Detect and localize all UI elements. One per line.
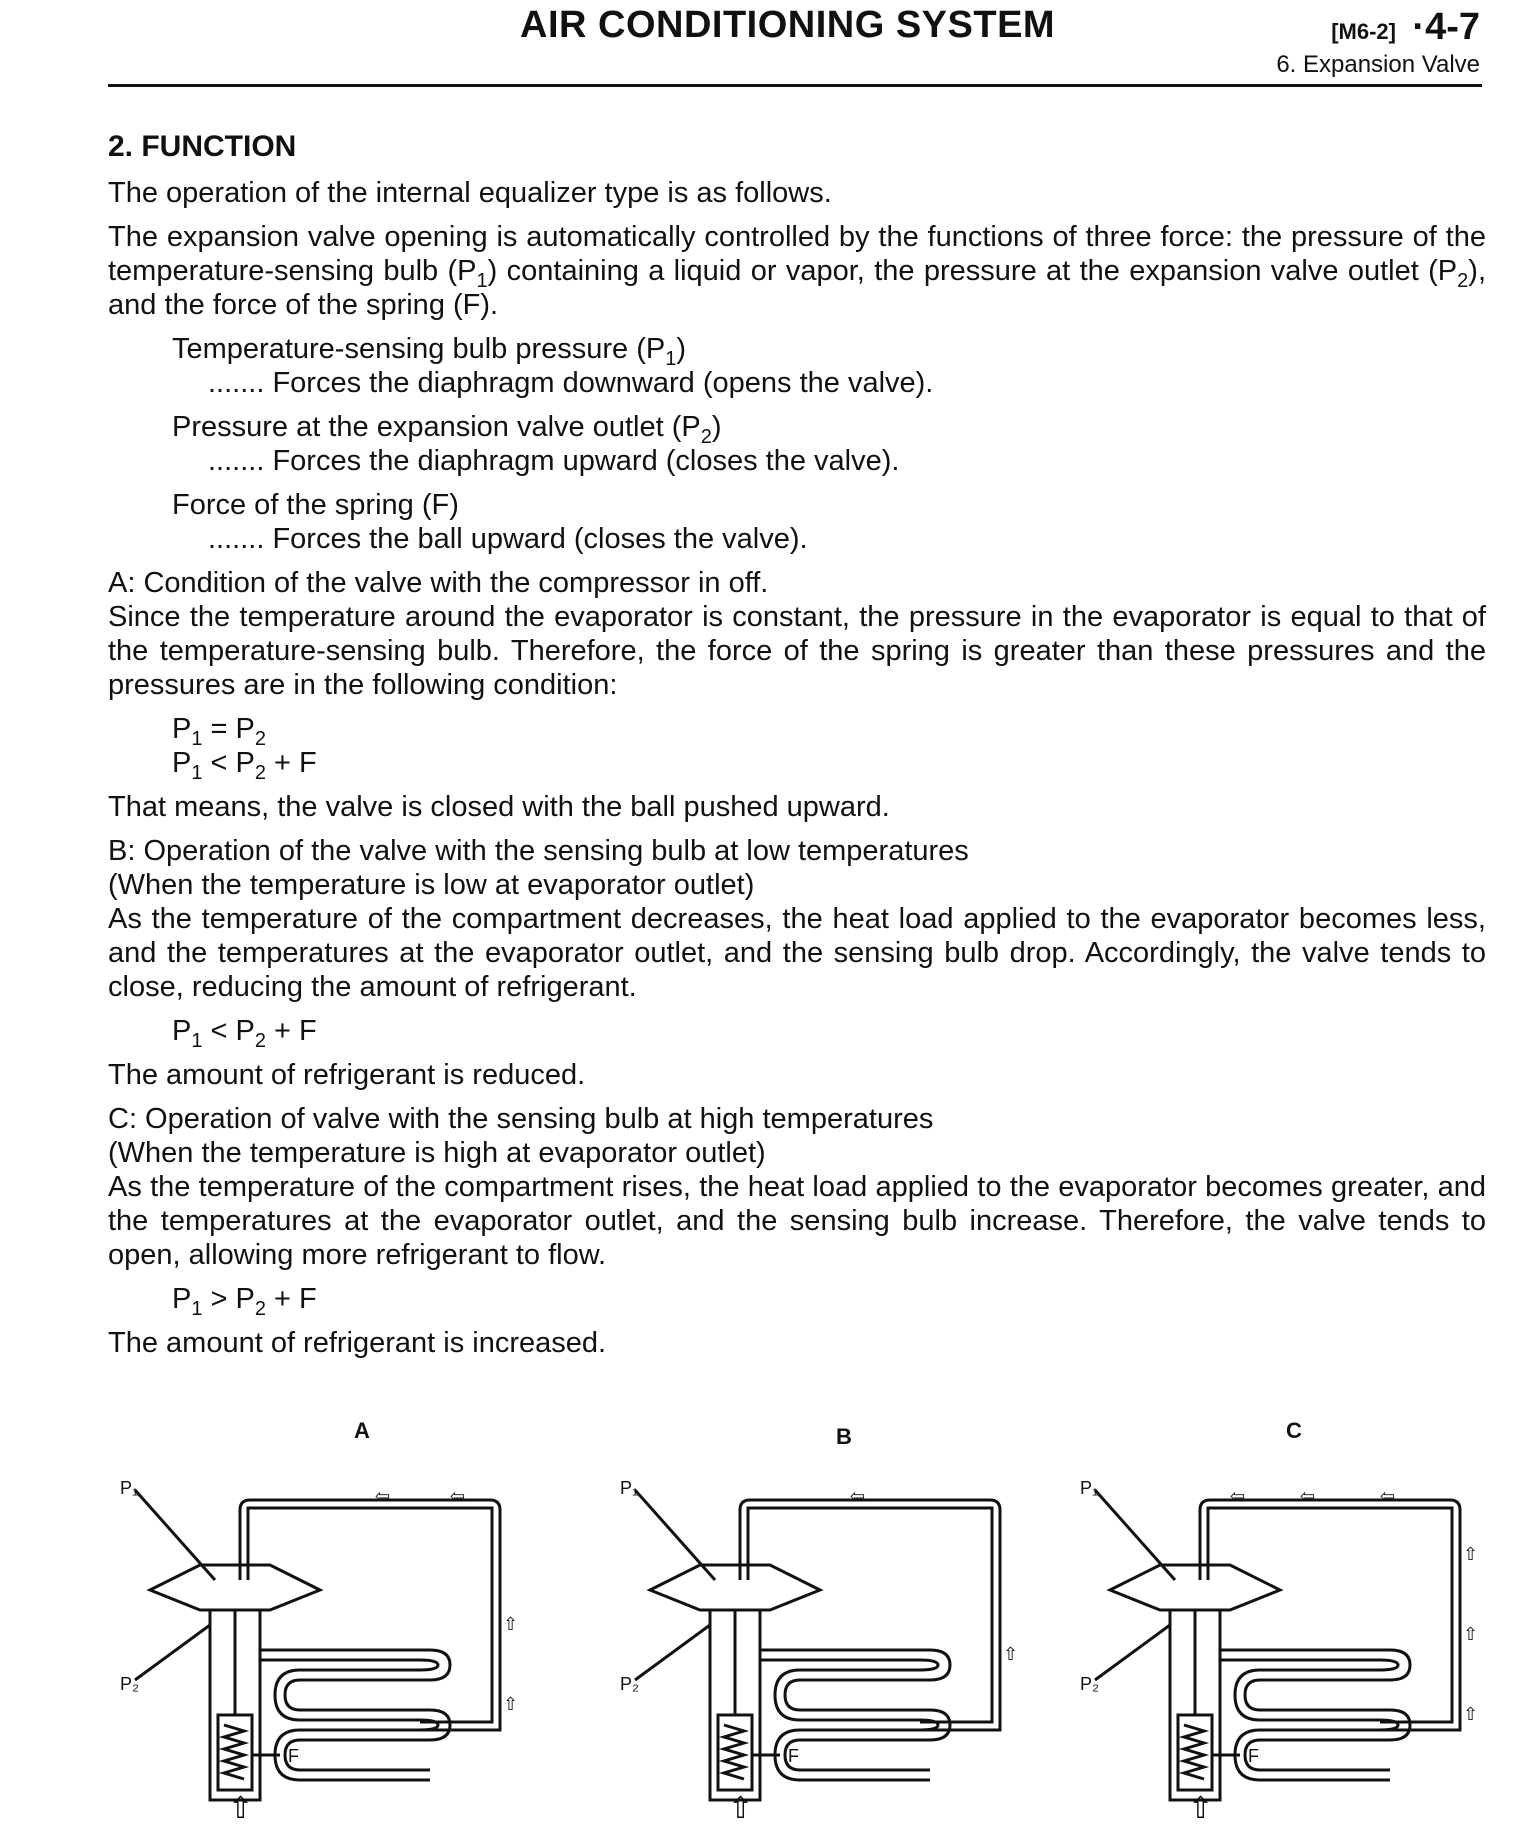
def1-desc: ....... Forces the diaphragm downward (opens the valve). xyxy=(208,367,934,399)
svg-text:⇦: ⇦ xyxy=(1230,1486,1246,1506)
content xyxy=(108,130,1486,1360)
svg-text:⇧: ⇧ xyxy=(1463,1544,1479,1564)
a-result: That means, the valve is closed with the ball pushed upward. xyxy=(108,791,890,823)
c-text: As the temperature of the compartment rises, the heat load applied to the evaporator becomes greater, and the temperatures at the evaporator outlet, and the sensing bulb increase. Therefore, the valve tends to open, allowing more refrigerant to flow. xyxy=(108,1171,1486,1271)
f-label-c: F xyxy=(1248,1746,1259,1766)
svg-text:⇧: ⇧ xyxy=(1463,1704,1479,1724)
c-title: C: Operation of valve with the sensing bulb at high temperatures xyxy=(108,1103,934,1135)
figure-label-c: C xyxy=(1286,1418,1302,1443)
c-sub: (When the temperature is high at evaporator outlet) xyxy=(108,1137,766,1169)
p1-label-a: P₁ xyxy=(120,1480,139,1498)
paragraph-1: The expansion valve opening is automatically controlled by the functions of three force: the pressure of the temperature-sensing bulb $(P_1)$ containing a liquid or vapor, the pressure at the expansion valve outlet $(P_2)$, and the force of the spring (F). xyxy=(108,221,1486,321)
valve-diagram-a xyxy=(120,1480,520,1820)
svg-text:⇧: ⇧ xyxy=(1188,1792,1214,1820)
def1-term: Temperature-sensing bulb pressure $(P_1)$ xyxy=(172,333,687,370)
a-formula-1: $P_1 = P_2$ xyxy=(172,713,266,750)
def3-desc: ....... Forces the ball upward (closes the valve). xyxy=(208,523,808,555)
p2-label-a: P₂ xyxy=(120,1674,139,1694)
svg-text:⇧: ⇧ xyxy=(1003,1644,1019,1664)
figure-label-b: B xyxy=(836,1424,852,1449)
b-result: The amount of refrigerant is reduced. xyxy=(108,1059,586,1091)
b-formula: $P_1 < P_2 + F$ xyxy=(172,1015,317,1052)
p2-label-c: P₂ xyxy=(1080,1674,1099,1694)
section-heading: 2. FUNCTION xyxy=(108,130,297,163)
def2-desc: ....... Forces the diaphragm upward (closes the valve). xyxy=(208,445,900,477)
b-title: B: Operation of the valve with the sensing bulb at low temperatures xyxy=(108,835,969,867)
svg-text:⇦: ⇦ xyxy=(450,1486,466,1506)
c-formula: $P_1 > P_2 + F$ xyxy=(172,1283,317,1320)
section-code: [M6-2] xyxy=(1331,19,1396,44)
b-text: As the temperature of the compartment decreases, the heat load applied to the evaporator becomes less, and the temperatures at the evaporator outlet, and the sensing bulb drop. Accordingly, the valve tends to close, reducing the amount of refrigerant. xyxy=(108,903,1486,1003)
svg-text:⇧: ⇧ xyxy=(228,1792,254,1820)
page-title: AIR CONDITIONING SYSTEM xyxy=(520,4,1056,46)
def2-term: Pressure at the expansion valve outlet $(P_2)$ xyxy=(172,411,722,448)
a-title: A: Condition of the valve with the compressor in off. xyxy=(108,567,769,599)
valve-diagram-c xyxy=(1080,1480,1480,1820)
svg-text:⇧: ⇧ xyxy=(728,1792,754,1820)
b-sub: (When the temperature is low at evaporator outlet) xyxy=(108,869,755,901)
intro-text: The operation of the internal equalizer type is as follows. xyxy=(108,177,832,209)
svg-text:⇧: ⇧ xyxy=(1463,1624,1479,1644)
valve-diagram-b xyxy=(620,1480,1020,1820)
svg-text:⇧: ⇧ xyxy=(503,1694,519,1714)
def3-term: Force of the spring (F) xyxy=(172,489,459,521)
header-right xyxy=(1276,6,1480,79)
p1-label-c: P₁ xyxy=(1080,1480,1099,1498)
svg-text:⇦: ⇦ xyxy=(850,1486,866,1506)
svg-text:⇦: ⇦ xyxy=(1300,1486,1316,1506)
f-label-a: F xyxy=(288,1746,299,1766)
header-rule xyxy=(108,84,1482,87)
c-result: The amount of refrigerant is increased. xyxy=(108,1327,607,1359)
figure-label-a: A xyxy=(354,1418,370,1443)
svg-text:⇦: ⇦ xyxy=(1380,1486,1396,1506)
page-number: ·4-7 xyxy=(1412,6,1480,48)
section-subtitle: 6. Expansion Valve xyxy=(1276,51,1480,78)
svg-text:⇦: ⇦ xyxy=(375,1486,391,1506)
a-formula-2: $P_1 < P_2 + F$ xyxy=(172,747,317,784)
f-label-b: F xyxy=(788,1746,799,1766)
p1-label-b: P₁ xyxy=(620,1480,639,1498)
a-text: Since the temperature around the evaporator is constant, the pressure in the evaporator is equal to that of the temperature-sensing bulb. Therefore, the force of the spring is greater than these pressures and the pressures are in the following condition: xyxy=(108,601,1486,701)
p2-label-b: P₂ xyxy=(620,1674,639,1694)
svg-text:⇧: ⇧ xyxy=(503,1614,519,1634)
